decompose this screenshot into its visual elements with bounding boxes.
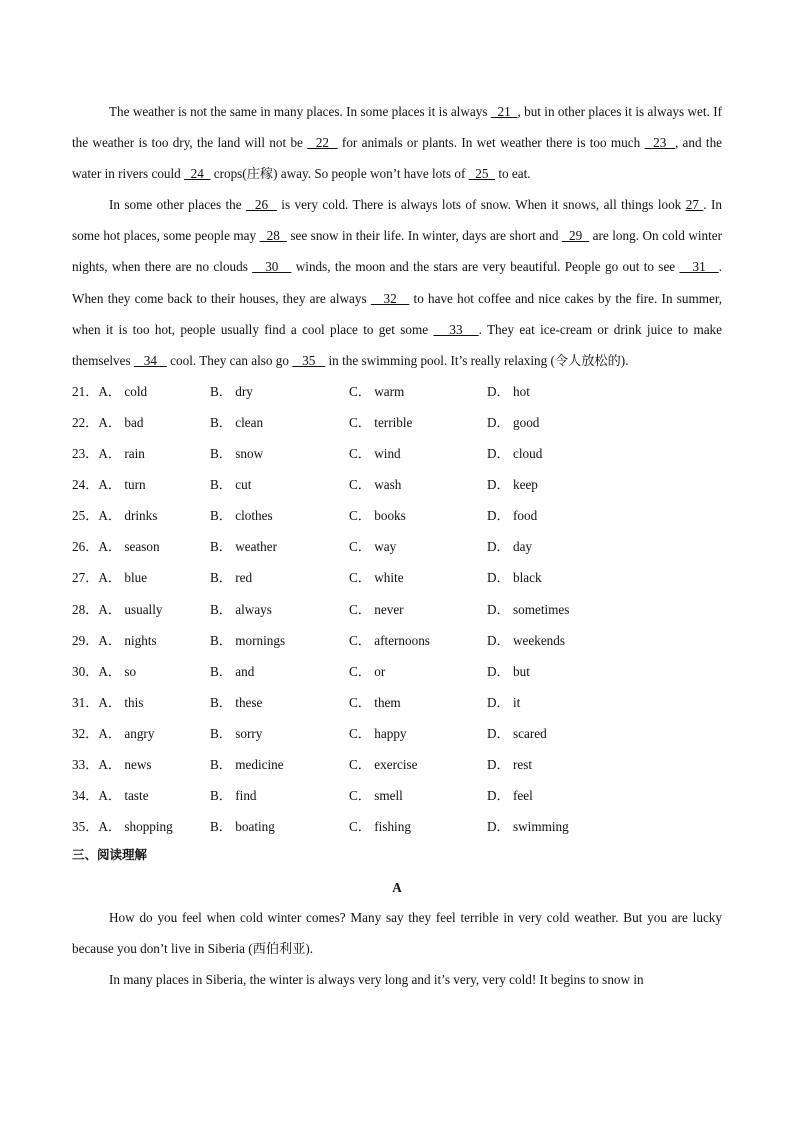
question-number: 24． bbox=[72, 477, 99, 493]
question-option-d[interactable]: D． rest bbox=[487, 756, 533, 772]
question-option-d[interactable]: D． keep bbox=[487, 477, 538, 493]
cloze-paragraph bbox=[72, 189, 722, 376]
question-number: 32． bbox=[72, 725, 99, 741]
question-option-d[interactable]: D． cloud bbox=[487, 446, 543, 462]
question-number: 34． bbox=[72, 788, 99, 804]
question-row bbox=[72, 749, 722, 780]
question-option-a[interactable] bbox=[72, 811, 173, 842]
passage-text: crops(庄稼) away. So people won’t have lots of bbox=[210, 166, 469, 182]
question-option-c[interactable]: C． happy bbox=[349, 725, 407, 741]
question-number: 26． bbox=[72, 539, 99, 555]
option-a-text: A． nights bbox=[98, 632, 157, 648]
option-a-text: A． drinks bbox=[98, 508, 158, 524]
question-row bbox=[72, 438, 722, 469]
question-option-d[interactable]: D． it bbox=[487, 694, 521, 710]
question-option-d[interactable]: D． swimming bbox=[487, 819, 569, 835]
passage-text: to have hot coffee and nice cakes by the fire. In summer, when it is too hot, people usually find a cool place to get some bbox=[72, 290, 723, 337]
question-row bbox=[72, 811, 722, 842]
cloze-paragraph bbox=[72, 96, 722, 189]
question-option-b[interactable]: B． weather bbox=[210, 539, 278, 555]
question-number: 22． bbox=[72, 414, 99, 430]
question-option-a[interactable] bbox=[72, 407, 143, 438]
question-option-c[interactable]: C． exercise bbox=[349, 756, 418, 772]
question-option-c[interactable]: C． fishing bbox=[349, 819, 411, 835]
question-number: 33． bbox=[72, 756, 99, 772]
passage-text: are long. On cold winter nights, when there are no clouds bbox=[72, 228, 723, 275]
question-option-a[interactable] bbox=[72, 780, 149, 811]
question-row bbox=[72, 625, 722, 656]
question-option-d[interactable]: D． weekends bbox=[487, 632, 566, 648]
question-option-b[interactable]: B． cut bbox=[210, 477, 252, 493]
question-option-a[interactable] bbox=[72, 531, 160, 562]
option-a-text: A． blue bbox=[98, 570, 148, 586]
option-a-text: A． season bbox=[98, 539, 160, 555]
passage-text: , and the water in rivers could bbox=[72, 135, 723, 182]
question-option-b[interactable]: B． mornings bbox=[210, 632, 286, 648]
cloze-passage bbox=[72, 96, 722, 376]
question-option-c[interactable]: C． wash bbox=[349, 477, 402, 493]
question-option-c[interactable]: C． never bbox=[349, 601, 404, 617]
question-option-a[interactable] bbox=[72, 500, 157, 531]
option-a-text: A． turn bbox=[98, 477, 146, 493]
answer-blank: 22 bbox=[307, 135, 338, 151]
passage-text: cool. They can also go bbox=[166, 352, 293, 368]
question-option-c[interactable]: C． white bbox=[349, 570, 404, 586]
question-option-d[interactable]: D． food bbox=[487, 508, 538, 524]
question-row bbox=[72, 718, 722, 749]
question-number: 21． bbox=[72, 383, 99, 399]
passage-text: to eat. bbox=[495, 166, 531, 182]
question-option-b[interactable]: B． medicine bbox=[210, 756, 284, 772]
question-option-d[interactable]: D． day bbox=[487, 539, 533, 555]
cloze-options bbox=[72, 376, 722, 842]
passage-text: winds, the moon and the stars are very beautiful. People go out to see bbox=[291, 259, 680, 275]
passage-text: is very cold. There is always lots of snow. When it snows, all things look bbox=[276, 197, 686, 213]
question-option-c[interactable]: C． or bbox=[349, 663, 386, 679]
question-number: 27． bbox=[72, 570, 99, 586]
question-option-b[interactable]: B． clothes bbox=[210, 508, 273, 524]
option-a-text: A． cold bbox=[98, 383, 148, 399]
passage-text: . When they come back to their houses, they are always bbox=[72, 259, 722, 306]
option-a-text: A． bad bbox=[98, 414, 144, 430]
option-a-text: A． usually bbox=[98, 601, 163, 617]
answer-blank: 34 bbox=[133, 352, 167, 368]
answer-blank: 27 bbox=[685, 197, 704, 213]
question-option-a[interactable] bbox=[72, 562, 147, 593]
passage-text: . In some hot places, some people may bbox=[72, 197, 722, 244]
question-option-b[interactable]: B． these bbox=[210, 694, 263, 710]
reading-paragraph: How do you feel when cold winter comes? Many say they feel terrible in very cold weather. But you are lucky because you don’t live in Siberia (西伯利亚). bbox=[72, 910, 722, 957]
question-option-a[interactable] bbox=[72, 438, 145, 469]
question-row bbox=[72, 407, 722, 438]
answer-blank: 24 bbox=[184, 166, 211, 182]
question-option-b[interactable]: B． find bbox=[210, 788, 257, 804]
question-row bbox=[72, 469, 722, 500]
question-number: 31． bbox=[72, 694, 99, 710]
reading-section-title: 三、阅读理解 bbox=[72, 847, 148, 863]
option-a-text: A． this bbox=[98, 694, 144, 710]
question-option-a[interactable] bbox=[72, 376, 147, 407]
question-number: 35． bbox=[72, 819, 99, 835]
answer-blank: 26 bbox=[246, 197, 277, 213]
answer-blank: 29 bbox=[561, 228, 590, 244]
question-option-b[interactable]: B． snow bbox=[210, 446, 264, 462]
question-number: 30． bbox=[72, 663, 99, 679]
question-number: 29． bbox=[72, 632, 99, 648]
question-row bbox=[72, 562, 722, 593]
option-a-text: A． so bbox=[98, 663, 137, 679]
question-option-a[interactable] bbox=[72, 687, 143, 718]
question-option-a[interactable] bbox=[72, 718, 154, 749]
answer-blank: 31 bbox=[679, 259, 719, 275]
question-row bbox=[72, 687, 722, 718]
question-option-d[interactable]: D． black bbox=[487, 570, 542, 586]
question-option-d[interactable]: D． good bbox=[487, 414, 540, 430]
answer-blank: 33 bbox=[433, 321, 479, 337]
answer-blank: 23 bbox=[644, 135, 675, 151]
option-a-text: A． news bbox=[98, 756, 152, 772]
question-option-b[interactable]: B． dry bbox=[210, 383, 253, 399]
question-option-b[interactable]: B． and bbox=[210, 663, 255, 679]
question-option-c[interactable]: C． afternoons bbox=[349, 632, 430, 648]
question-option-a[interactable] bbox=[72, 469, 146, 500]
question-option-d[interactable]: D． feel bbox=[487, 788, 533, 804]
question-option-d[interactable]: D． scared bbox=[487, 725, 547, 741]
answer-blank: 21 bbox=[490, 104, 518, 119]
question-number: 25． bbox=[72, 508, 99, 524]
question-option-a[interactable] bbox=[72, 749, 152, 780]
question-option-b[interactable]: B． always bbox=[210, 601, 272, 617]
question-row bbox=[72, 780, 722, 811]
question-row bbox=[72, 500, 722, 531]
answer-blank: 35 bbox=[292, 352, 326, 368]
passage-label: A bbox=[392, 880, 402, 896]
question-option-d[interactable]: D． but bbox=[487, 663, 530, 679]
answer-blank: 30 bbox=[252, 259, 292, 275]
option-a-text: A． rain bbox=[98, 446, 145, 462]
question-number: 28． bbox=[72, 601, 99, 617]
answer-blank: 28 bbox=[259, 228, 287, 244]
question-option-a[interactable] bbox=[72, 594, 162, 625]
reading-paragraph: In many places in Siberia, the winter is always very long and it’s very, very cold! It begins to snow in bbox=[109, 972, 644, 988]
question-option-c[interactable]: C． terrible bbox=[349, 414, 413, 430]
passage-text: for animals or plants. In wet weather there is too much bbox=[337, 135, 645, 151]
question-option-a[interactable] bbox=[72, 656, 136, 687]
passage-text: . They eat ice-cream or drink juice to make themselves bbox=[72, 321, 723, 368]
question-option-b[interactable]: B． red bbox=[210, 570, 253, 586]
answer-blank: 32 bbox=[370, 290, 410, 306]
option-a-text: A． shopping bbox=[98, 819, 173, 835]
passage-text: in the swimming pool. It’s really relaxing (令人放松的). bbox=[325, 352, 629, 368]
question-row bbox=[72, 656, 722, 687]
option-a-text: A． angry bbox=[98, 725, 155, 741]
question-option-b[interactable]: B． boating bbox=[210, 819, 275, 835]
question-option-a[interactable] bbox=[72, 625, 157, 656]
exam-page bbox=[72, 96, 722, 996]
passage-text: , but in other places it is always wet. If the weather is too dry, the land will not be bbox=[72, 104, 722, 151]
passage-text: In some other places the bbox=[109, 197, 247, 213]
question-number: 23． bbox=[72, 446, 99, 462]
answer-blank: 25 bbox=[468, 166, 496, 182]
question-option-c[interactable]: C． way bbox=[349, 539, 397, 555]
question-option-c[interactable]: C． them bbox=[349, 694, 401, 710]
question-option-c[interactable]: C． books bbox=[349, 508, 406, 524]
question-row bbox=[72, 594, 722, 625]
option-a-text: A． taste bbox=[98, 788, 149, 804]
passage-text: The weather is not the same in many places. In some places it is always bbox=[109, 104, 491, 119]
question-row bbox=[72, 531, 722, 562]
question-option-b[interactable]: B． clean bbox=[210, 414, 264, 430]
question-option-b[interactable]: B． sorry bbox=[210, 725, 263, 741]
question-option-c[interactable]: C． wind bbox=[349, 446, 401, 462]
question-row bbox=[72, 376, 722, 407]
question-option-c[interactable]: C． warm bbox=[349, 383, 405, 399]
question-option-c[interactable]: C． smell bbox=[349, 788, 403, 804]
question-option-d[interactable]: D． sometimes bbox=[487, 601, 570, 617]
question-option-d[interactable]: D． hot bbox=[487, 383, 530, 399]
passage-text: see snow in their life. In winter, days are short and bbox=[286, 228, 562, 244]
